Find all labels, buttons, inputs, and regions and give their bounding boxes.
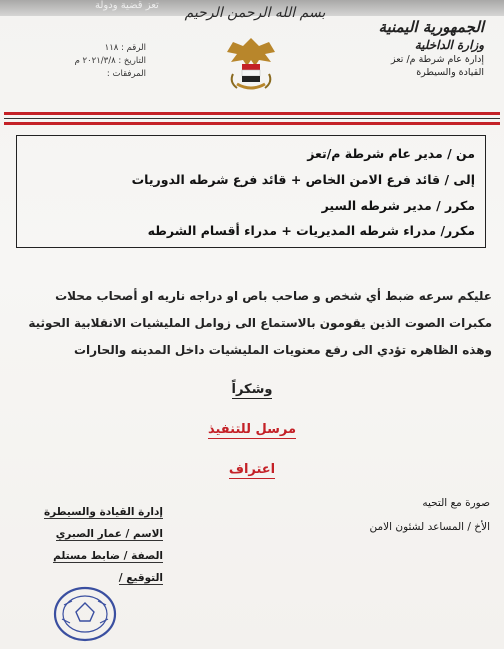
reference-attachments: المرفقات : (106, 69, 146, 79)
reference-block (36, 42, 146, 81)
ministry-name: وزارة الداخلية (414, 38, 484, 52)
header-rule-dark (4, 118, 500, 119)
copy-recipient: الأخ / المساعد لشئون الامن (369, 521, 490, 533)
header-rule-red (4, 112, 500, 115)
send-for-execution (0, 422, 504, 437)
header-rule-red-2 (4, 122, 500, 125)
to-line: إلى / قائد فرع الامن الخاص + قائد فرع شرطه الدوريات (131, 172, 475, 187)
signature-name (28, 525, 163, 547)
signature-sign-text: التوقيع / (118, 572, 163, 584)
signature-title-text: الصفة / ضابط مستلم (53, 550, 163, 562)
cc-line-1: مكرر / مدير شرطه السير (321, 198, 475, 213)
letterhead-right (364, 18, 484, 78)
department-name: إدارة عام شرطة م/ تعز (390, 54, 484, 65)
address-box (16, 135, 486, 248)
copy-heading: صورة مع التحيه (422, 497, 490, 509)
signature-block (28, 503, 163, 591)
from-line: من / مدير عام شرطة م/تعز (307, 146, 475, 161)
reference-date: التاريخ : ٢٠٢١/٣/٨ م (74, 56, 146, 66)
division-name: القيادة والسيطرة (416, 67, 484, 78)
body-line-3: وهذه الظاهره تؤدي الى رفع معنويات المليشيات داخل المدينه والحارات (73, 343, 492, 357)
eagle-emblem-icon (223, 34, 279, 96)
acknowledgement (0, 462, 504, 477)
signature-dept-text: إدارة القيادة والسيطرة (43, 506, 163, 518)
ack-label: اعتراف (228, 462, 276, 477)
thanks-label: وشكراً (231, 382, 273, 397)
body-line-1: عليكم سرعه ضبط أي شخص و صاحب باص او دراجه ناريه او أصحاب محلات (55, 289, 492, 303)
cc-line-2: مكرر/ مدراء شرطه المديريات + مدراء أقسام الشرطه (147, 223, 475, 238)
thanks-text (0, 382, 504, 397)
signature-name-text: الاسم / عمار الصبري (55, 528, 163, 540)
send-label: مرسل للتنفيذ (207, 422, 297, 437)
republic-name: الجمهورية اليمنية (378, 18, 484, 36)
official-stamp-icon (52, 585, 118, 643)
copy-block (330, 497, 490, 533)
signature-dept (28, 503, 163, 525)
basmala-heading: بسم الله الرحمن الرحيم (184, 5, 326, 21)
body-line-2: مكبرات الصوت الذين يقومون بالاستماع الى زوامل المليشيات الانقلابية الحوثية (28, 316, 492, 330)
signature-title (28, 547, 163, 569)
watermark-text: تعز قضية ودولة (95, 0, 159, 11)
reference-number: الرقم : ١١٨ (104, 43, 146, 53)
